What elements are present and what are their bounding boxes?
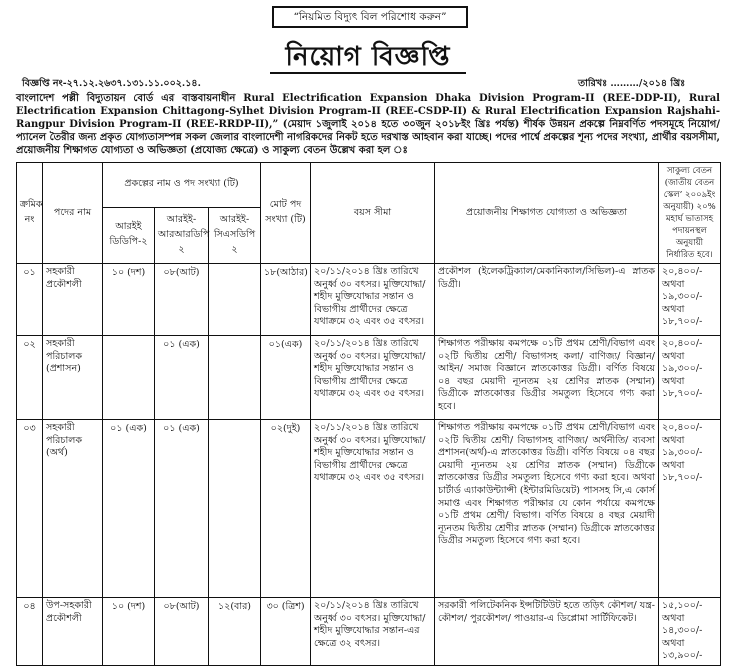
header-serial: ক্রমিক নং <box>17 163 43 264</box>
row-age: ২০/১১/২০১৪ খ্রিঃ তারিখে অনুর্ধ্ব ৩০ বৎসর। মুক্তিযোদ্ধা/ শহীদ মুক্তিযোদ্ধার সন্তান ও বিভাগীয় প্রার্থীদের ক্ষেত্রে যথাক্রমে ৩২ এবং ৩৫ বৎসর। <box>311 336 435 420</box>
table-row <box>17 336 721 420</box>
row-rrdp: ১২(বার) <box>209 598 261 666</box>
row-rrdp <box>209 336 261 420</box>
row-rrdp <box>209 264 261 336</box>
row-ddp: ১০ (দশ) <box>103 598 155 666</box>
row-salary: ২০,৪০০/- অথবা ১৯,৩০০/- অথবা ১৮,৭০০/- <box>659 264 721 336</box>
table-row <box>17 598 721 666</box>
notice-date: তারিখঃ ………/২০১৪ খ্রিঃ <box>578 78 686 89</box>
row-serial: ০২ <box>17 336 43 420</box>
row-rrdp <box>209 420 261 598</box>
row-csdp: ০১ (এক) <box>155 336 209 420</box>
header-age: বয়স সীমা <box>311 163 435 264</box>
row-age: ২০/১১/২০১৪ খ্রিঃ তারিখে অনুর্ধ্ব ৩০ বৎসর। মুক্তিযোদ্ধা/ শহীদ মুক্তিযোদ্ধার সন্তান ও বিভাগীয় প্রার্থীদের ক্ষেত্রে যথাক্রমে ৩২ এবং ৩৫ বৎসর। <box>311 264 435 336</box>
header-csdp: আরইই- আরআরডিপি ২ <box>155 207 209 263</box>
row-serial: ০৪ <box>17 598 43 666</box>
row-ddp <box>103 336 155 420</box>
row-total: ৩০ (ত্রিশ) <box>261 598 311 666</box>
table-row <box>17 264 721 336</box>
row-csdp: ০১ (এক) <box>155 420 209 598</box>
vacancy-table <box>16 162 721 666</box>
header-ddp: আরইই ডিডিপি-২ <box>103 207 155 263</box>
memo-number: বিজ্ঞপ্তি নং-২৭.১২.২৬৩৭.১৩১.১১.০০২.১৪. <box>22 78 201 89</box>
row-total: ১৮(আঠার) <box>261 264 311 336</box>
row-age: ২০/১১/২০১৪ খ্রিঃ তারিখে অনুর্ধ্ব ৩০ বৎসর। মুক্তিযোদ্ধা/ শহীদ মুক্তিযোদ্ধার সন্তান-এর ক্ষেত্রে ৩২ বৎসর। <box>311 598 435 666</box>
header-salary: সাকুল্য বেতন (জাতীয় বেতন স্কেল’ ২০০৯ইং অনুযায়ী) ২০% মহার্ঘ ভাতাসহ পদায়নস্থল অনুযায়ী নির্ধারিত হবে। <box>659 163 721 264</box>
row-ddp: ০১ (এক) <box>103 420 155 598</box>
row-serial: ০৩ <box>17 420 43 598</box>
row-post: উপ-সহকারী প্রকৌশলী <box>43 598 103 666</box>
header-project-group: প্রকল্পের নাম ও পদ সংখ্যা (টি) <box>103 163 261 208</box>
header-rrdp: আরইই- সিএসডিপি ২ <box>209 207 261 263</box>
slogan-box: “নিয়মিত বিদ্যুৎ বিল পরিশোধ করুন” <box>272 6 468 28</box>
table-row <box>17 420 721 598</box>
intro-paragraph: বাংলাদেশ পল্লী বিদ্যুতায়ন বোর্ড এর বাস্তবায়নাধীন Rural Electrification Expansion Dhaka Division Program-II (REE-DDP-II), Rural Electrification Expansion Chittagong-Sylhet Division Program-II (REE-CSDP-II) & Rural Electrification Expansion Rajshahi-Rangpur Division Program-II (REE-RRDP-II),” (মেয়াদ ১জুলাই ২০১৪ হতে ৩০জুন ২০১৮ইং খ্রিঃ পর্যন্ত) শীর্ষক উন্নয়ন প্রকল্পে নিম্নবর্ণিত পদসমূহে নিয়োগ/প্যানেল তৈরীর জন্য প্রকৃত যোগ্যতাসম্পন্ন সকল জেলার বাংলাদেশী নাগরিকদের নিকট হতে দরখাস্ত আহবান করা যাচ্ছে। পদের পার্শ্বে প্রকল্পের শূন্য পদের সংখ্যা, প্রার্থীর বয়সসীমা, প্রয়োজনীয় শিক্ষাগত যোগ্যতা ও অভিজ্ঞতা (প্রযোজ্য ক্ষেত্রে) ও সাকুল্য বেতন উল্লেখ করা হল ঃ <box>16 93 720 156</box>
row-serial: ০১ <box>17 264 43 336</box>
row-total: ০১(এক) <box>261 336 311 420</box>
row-total: ০২(দুই) <box>261 420 311 598</box>
page-title: নিয়োগ বিজ্ঞপ্তি <box>285 42 451 72</box>
header-total: মোট পদ সংখ্যা (টি) <box>261 163 311 264</box>
table-header-row <box>17 163 721 208</box>
header-qualification: প্রয়োজনীয় শিক্ষাগত যোগ্যতা ও অভিজ্ঞতা <box>435 163 659 264</box>
row-salary: ২০,৪০০/- অথবা ১৯,৩০০/- অথবা ১৮,৭০০/- <box>659 336 721 420</box>
row-post: সহকারী প্রকৌশলী <box>43 264 103 336</box>
row-age: ২০/১১/২০১৪ খ্রিঃ তারিখে অনুর্ধ্ব ৩০ বৎসর। মুক্তিযোদ্ধা/ শহীদ মুক্তিযোদ্ধার সন্তান ও বিভাগীয় প্রার্থীদের ক্ষেত্রে যথাক্রমে ৩২ এবং ৩৫ বৎসর। <box>311 420 435 598</box>
row-ddp: ১০ (দশ) <box>103 264 155 336</box>
row-salary: ১৫,১০০/- অথবা ১৪,৩০০/- অথবা ১৩,৯০০/- <box>659 598 721 666</box>
row-post: সহকারী পরিচালক (অর্থ) <box>43 420 103 598</box>
row-csdp: ০৮(আট) <box>155 264 209 336</box>
row-qualification: সরকারী পলিটেকনিক ইন্সটিটিউট হতে তড়িৎ কৌশল/ যন্ত্র-কৌশল/ পুরকৌশল/ পাওয়ার-এ ডিপ্লোমা সার্টিফিকেট। <box>435 598 659 666</box>
row-post: সহকারী পরিচালক (প্রশাসন) <box>43 336 103 420</box>
header-post: পদের নাম <box>43 163 103 264</box>
row-csdp: ০৮(আট) <box>155 598 209 666</box>
row-qualification: শিক্ষাগত পরীক্ষায় কমপক্ষে ০১টি প্রথম শ্রেণী/বিভাগ এবং ০২টি দ্বিতীয় শ্রেণী/ বিভাগসহ কলা/ বাণিজ্য/ বিজ্ঞান/ আইন/ সমাজ বিজ্ঞানে স্নাতকোত্তর ডিগ্রী। বর্ণিত বিষয়ে ০৪ বছর মেয়াদী ন্যূনতম ২য় শ্রেণির স্নাতক (সম্মান) ডিগ্রীকে স্নাতকোত্তর ডিগ্রীর সমতুল্য হিসেবে গণ্য করা হবে। <box>435 336 659 420</box>
row-qualification: প্রকৌশল (ইলেকট্রিক্যাল/মেকানিক্যাল/সিভিল)-এ স্নাতক ডিগ্রী। <box>435 264 659 336</box>
row-qualification: শিক্ষাগত পরীক্ষায় কমপক্ষে ০১টি প্রথম শ্রেণী/বিভাগ এবং ০২টি দ্বিতীয় শ্রেণী/ বিভাগসহ বাণিজ্য/ অর্থনীতি/ ব্যবসা প্রশাসন(অর্থ)-এ স্নাতকোত্তর ডিগ্রী। বর্ণিত বিষয়ে ০৪ বছর মেয়াদী ন্যূনতম ২য় শ্রেণির স্নাতক (সম্মান) ডিগ্রীকে স্নাতকোত্তর ডিগ্রীর সমতুল্য হিসেবে গণ্য করা হবে। অথবা চার্টার্ড এ্যাকাউন্ট্যান্সী (ইন্টারমিডিয়েট) পাসসহ সি,এ কোর্স সমাপ্ত এবং শিক্ষাগত পরীক্ষার যে কোন পর্যায়ে কমপক্ষে ০১টি প্রথম শ্রেণী/ বিভাগ। বর্ণিত বিষয়ে ৪ বছর মেয়াদী ন্যূনতম দ্বিতীয় শ্রেণীর স্নাতক (সম্মান) ডিগ্রীকে স্নাতকোত্তর ডিগ্রীর সমতুল্য হিসেবে গণ্য করা হবে। <box>435 420 659 598</box>
title-underline <box>270 72 466 74</box>
row-salary: ২০,৪০০/- অথবা ১৯,৩০০/- অথবা ১৮,৭০০/- <box>659 420 721 598</box>
